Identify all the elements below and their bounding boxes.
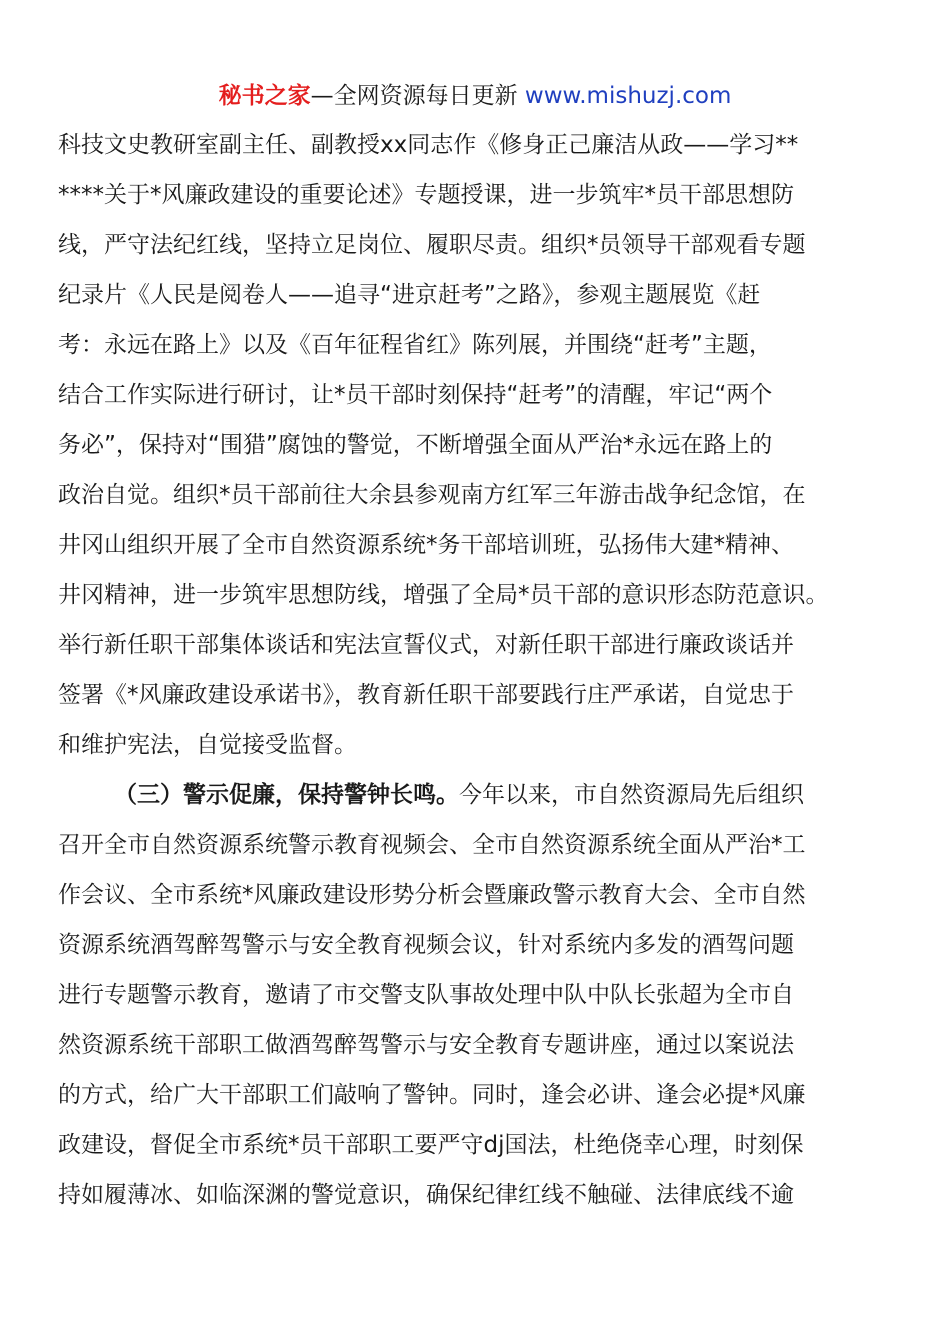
text-line: 考：永远在路上》以及《百年征程省红》陈列展，并围绕“赶考”主题， (58, 332, 772, 358)
text-line: 纪录片《人民是阅卷人——追寻“进京赶考”之路》，参观主题展览《赶 (58, 282, 761, 308)
text-line: 然资源系统干部职工做酒驾醉驾警示与安全教育专题讲座，通过以案说法 (58, 1032, 794, 1058)
text-line: 签署《*风廉政建设承诺书》，教育新任职干部要践行庄严承诺，自觉忠于 (58, 682, 794, 708)
text-line: ****关于*风廉政建设的重要论述》专题授课，进一步筑牢*员干部思想防 (58, 182, 794, 208)
text-line: 结合工作实际进行研讨，让*员干部时刻保持“赶考”的清醒，牢记“两个 (58, 382, 773, 408)
text-line: 资源系统酒驾醉驾警示与安全教育视频会议，针对系统内多发的酒驾问题 (58, 932, 794, 958)
text-line: 作会议、全市系统*风廉政建设形势分析会暨廉政警示教育大会、全市自然 (58, 882, 806, 908)
text-line: 政建设，督促全市系统*员干部职工要严守dj国法，杜绝侥幸心理，时刻保 (58, 1132, 804, 1158)
text-line: 的方式，给广大干部职工们敲响了警钟。同时，逢会必讲、逢会必提*风廉 (58, 1082, 806, 1108)
section-heading: （三）警示促廉，保持警钟长鸣。 (114, 782, 459, 808)
text-line: 务必”，保持对“围猎”腐蚀的警觉，不断增强全面从严治*永远在路上的 (58, 432, 773, 458)
site-tagline: —全网资源每日更新 (310, 83, 525, 109)
text-line: 持如履薄冰、如临深渊的警觉意识，确保纪律红线不触碰、法律底线不逾 (58, 1182, 794, 1208)
text-line: 政治自觉。组织*员干部前往大余县参观南方红军三年游击战争纪念馆，在 (58, 482, 806, 508)
text-line: 井冈精神，进一步筑牢思想防线，增强了全局*员干部的意识形态防范意识。 (58, 582, 829, 608)
site-brand: 秘书之家 (218, 83, 311, 109)
text-line: 和维护宪法，自觉接受监督。 (58, 732, 357, 758)
document-body (58, 120, 898, 1220)
section-heading-line (58, 770, 898, 820)
text-line: 线，严守法纪红线，坚持立足岗位、履职尽责。组织*员领导干部观看专题 (58, 232, 806, 258)
text-line: 井冈山组织开展了全市自然资源系统*务干部培训班，弘扬伟大建*精神、 (58, 532, 794, 558)
text-line: 进行专题警示教育，邀请了市交警支队事故处理中队中队长张超为全市自 (58, 982, 794, 1008)
text-line: 举行新任职干部集体谈话和宪法宣誓仪式，对新任职干部进行廉政谈话并 (58, 632, 794, 658)
text-line: 召开全市自然资源系统警示教育视频会、全市自然资源系统全面从严治*工 (58, 832, 806, 858)
text-line: 科技文史教研室副主任、副教授xx同志作《修身正己廉洁从政——学习** (58, 132, 799, 158)
site-url-link[interactable]: www.mishuzj.com (524, 83, 732, 109)
site-header (0, 80, 950, 112)
text-segment: 今年以来，市自然资源局先后组织 (459, 782, 804, 808)
